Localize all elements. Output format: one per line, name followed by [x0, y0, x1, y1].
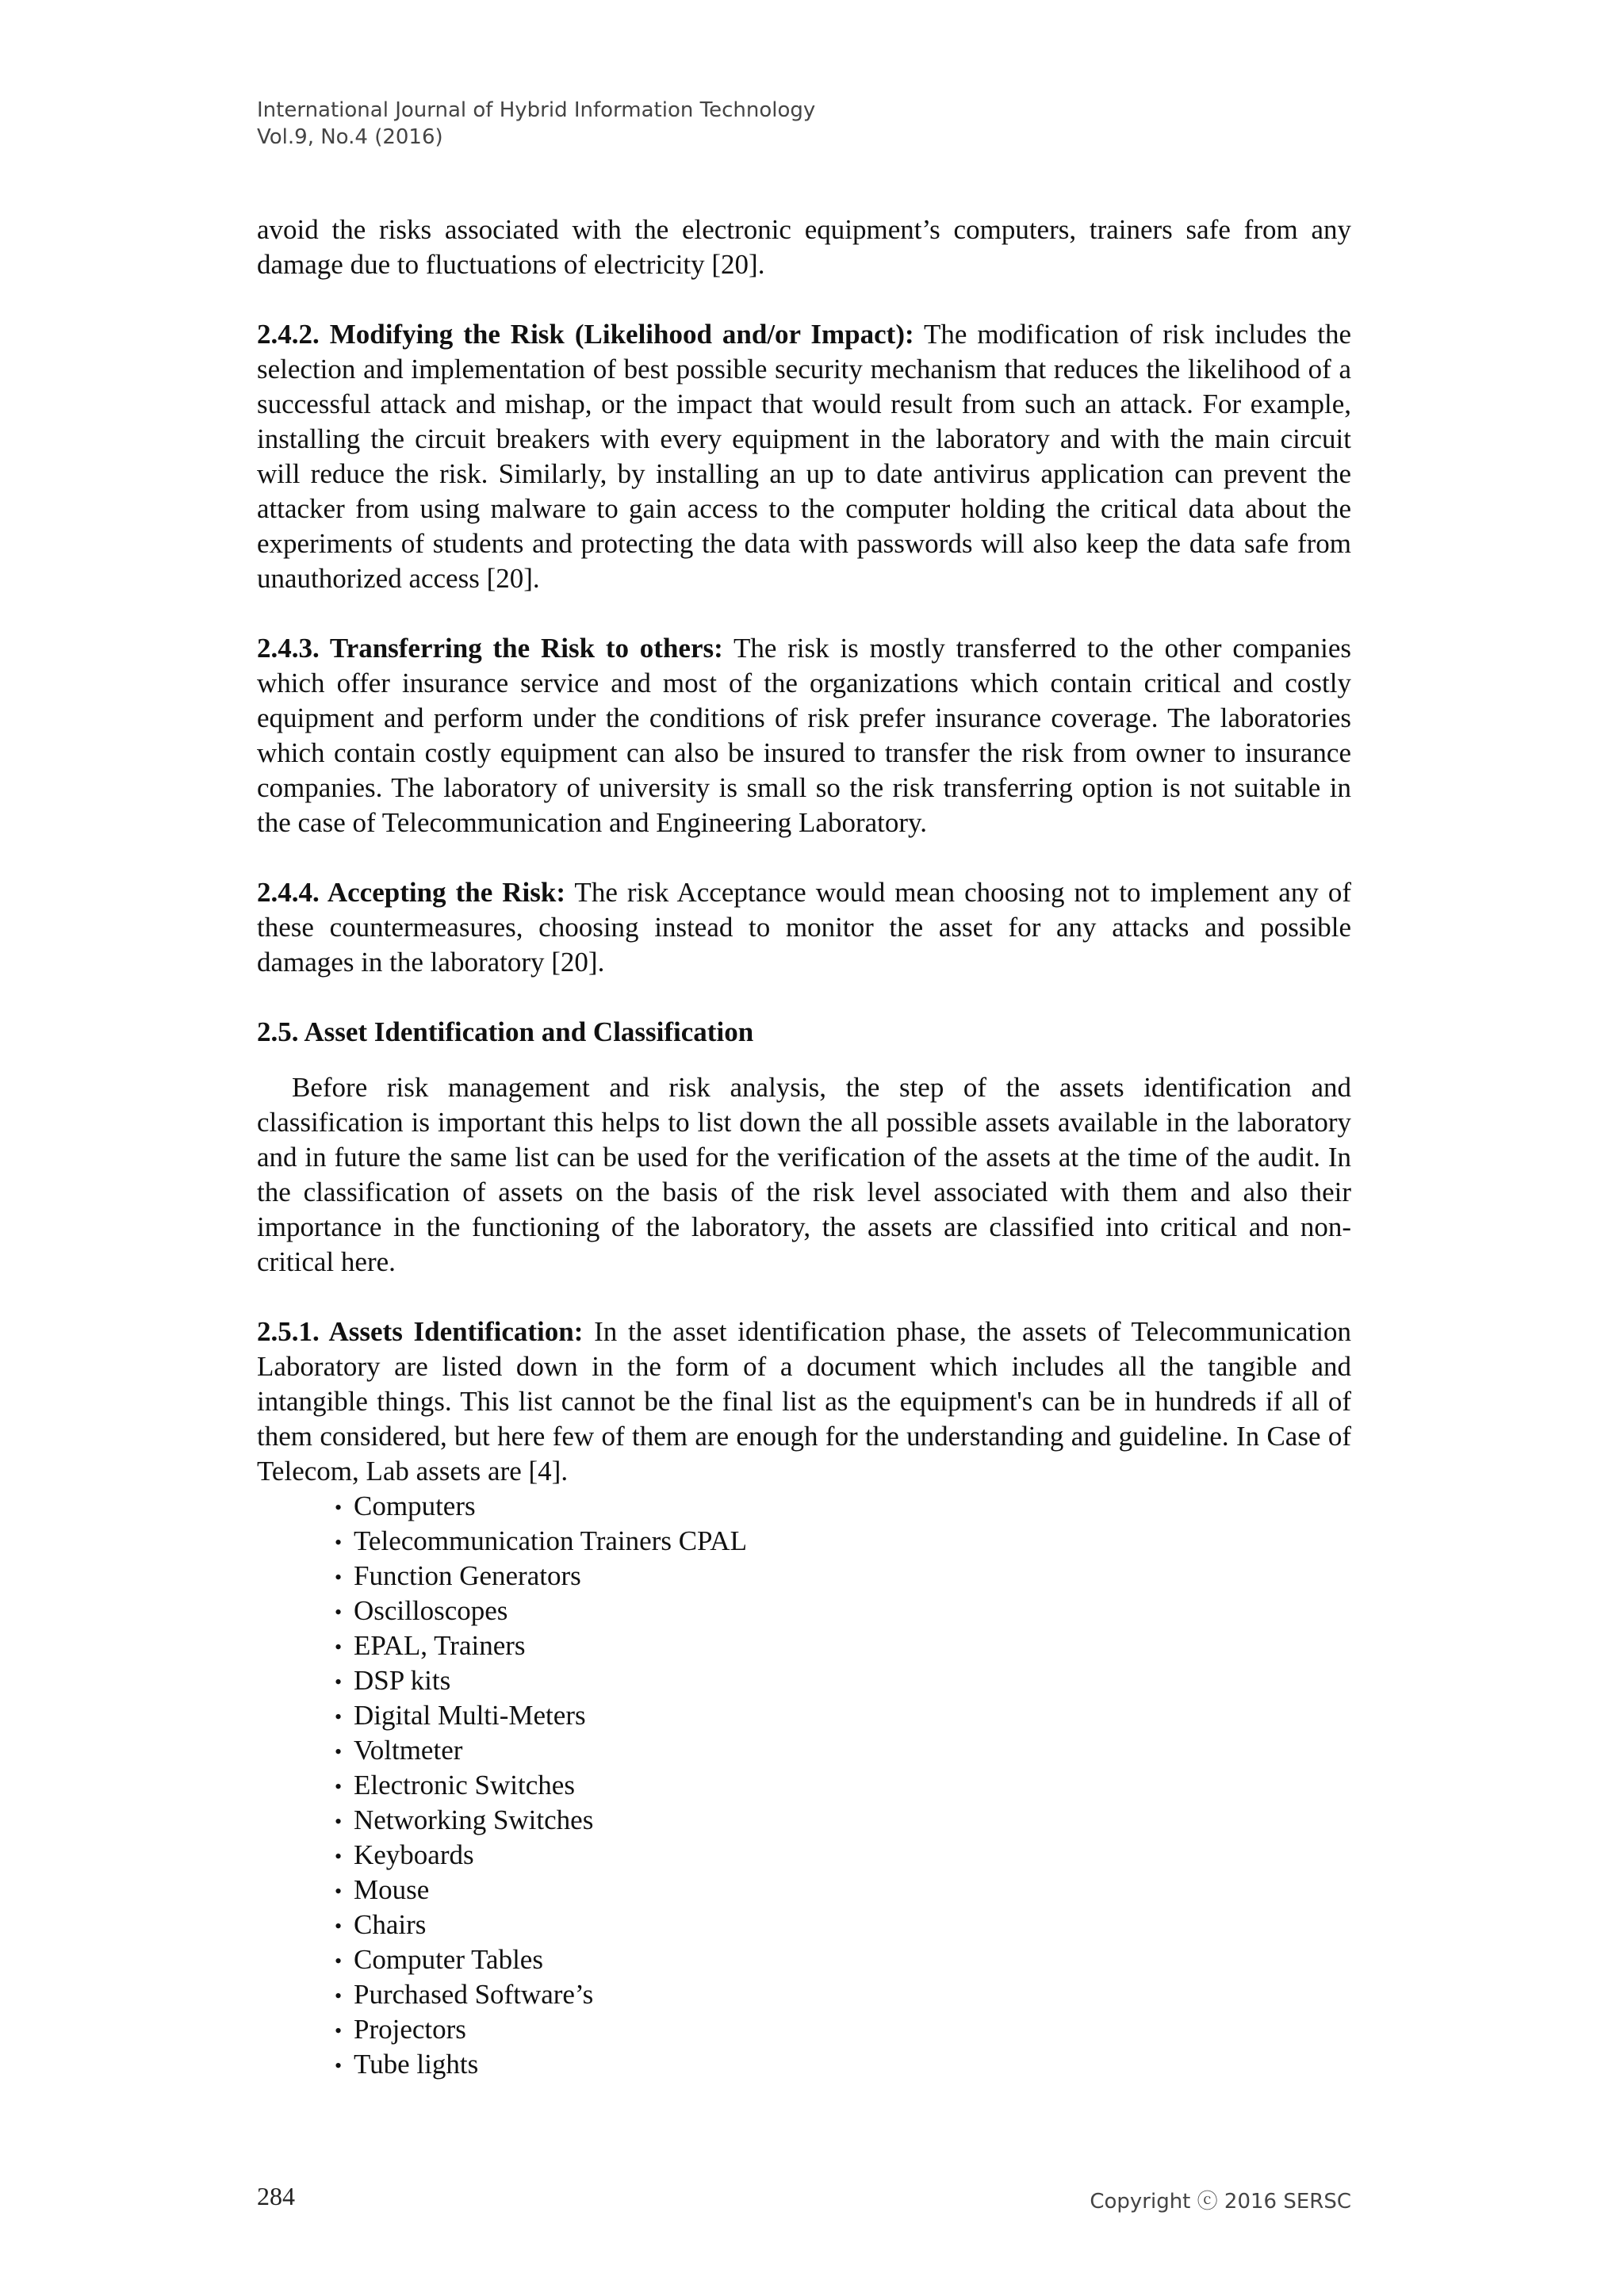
section-2-4-3-title: 2.4.3. Transferring the Risk to others: — [257, 633, 723, 664]
section-2-5-paragraph: Before risk management and risk analysis, the step of the assets identification and classification is important this helps to list down the all possible assets available in the laboratory and in future the same list can be used for the verification of the assets at the time of the audit. In the classification of assets on the basis of the risk level associated with them and also their importance in the functioning of the laboratory, the assets are classified into critical and non-critical here. — [257, 1072, 1351, 1277]
list-item: • Telecommunication Trainers CPAL — [335, 1524, 1351, 1559]
section-2-5-1 — [257, 1314, 1351, 1489]
list-item: • Keyboards — [335, 1838, 1351, 1873]
copyright-notice: Copyright ⓒ 2016 SERSC — [1090, 2190, 1351, 2214]
list-item: • Chairs — [335, 1908, 1351, 1942]
journal-title: International Journal of Hybrid Information Technology — [257, 98, 816, 122]
section-2-4-3 — [257, 631, 1351, 840]
list-item: • Function Generators — [335, 1559, 1351, 1594]
intro-paragraph: avoid the risks associated with the electronic equipment’s computers, trainers safe from any damage due to fluctuations of electricity [20]. — [257, 214, 1351, 280]
list-item: • Projectors — [335, 2012, 1351, 2047]
section-2-5-1-title: 2.5.1. Assets Identification: — [257, 1316, 584, 1347]
list-item: • EPAL, Trainers — [335, 1628, 1351, 1663]
list-item: • Oscilloscopes — [335, 1594, 1351, 1628]
section-2-5-1-text: In the asset identification phase, the assets of Telecommunication Laboratory are listed down in the form of a document which includes all the tangible and intangible things. This list cannot be the final list as the equipment's can be in hundreds if all of them considered, but here few of them are enough for the understanding and guideline. In Case of Telecom, Lab assets are [4]. — [257, 1316, 1351, 1487]
asset-list — [257, 1489, 1351, 2082]
section-2-4-4-text: The risk Acceptance would mean choosing not to implement any of these countermeasures, choosing instead to monitor the asset for any attacks and possible damages in the laboratory [20]. — [257, 877, 1352, 978]
list-item: • Computer Tables — [335, 1942, 1351, 1977]
section-2-4-4 — [257, 875, 1351, 980]
page-number: 284 — [257, 2182, 295, 2210]
list-item: • DSP kits — [335, 1663, 1351, 1698]
list-item: • Voltmeter — [335, 1733, 1351, 1768]
list-item: • Tube lights — [335, 2047, 1351, 2082]
list-item: • Purchased Software’s — [335, 1977, 1351, 2012]
section-2-4-3-text: The risk is mostly transferred to the other companies which offer insurance service and most of the organizations which contain critical and costly equipment and perform under the conditions of risk prefer insurance coverage. The laboratories which contain costly equipment can also be insured to transfer the risk from owner to insurance companies. The laboratory of university is small so the risk transferring option is not suitable in the case of Telecommunication and Engineering Laboratory. — [257, 633, 1352, 838]
list-item: • Computers — [335, 1489, 1351, 1524]
section-2-4-2 — [257, 317, 1351, 596]
section-2-4-4-title: 2.4.4. Accepting the Risk: — [257, 877, 566, 908]
list-item: • Electronic Switches — [335, 1768, 1351, 1803]
list-item: • Mouse — [335, 1873, 1351, 1908]
journal-volume: Vol.9, No.4 (2016) — [257, 125, 443, 149]
section-2-4-2-title: 2.4.2. Modifying the Risk (Likelihood and/or Impact): — [257, 319, 914, 350]
section-2-5-heading: 2.5. Asset Identification and Classification — [257, 1016, 754, 1047]
list-item: • Digital Multi-Meters — [335, 1698, 1351, 1733]
section-2-4-2-text: The modification of risk includes the selection and implementation of best possible security mechanism that reduces the likelihood of a successful attack and mishap, or the impact that would result from such an attack. For example, installing the circuit breakers with every equipment in the laboratory and with the main circuit will reduce the risk. Similarly, by installing an up to date antivirus application can prevent the attacker from using malware to gain access to the computer holding the critical data about the experiments of students and protecting the data with passwords will also keep the data safe from unauthorized access [20]. — [257, 319, 1351, 594]
list-item: • Networking Switches — [335, 1803, 1351, 1838]
running-header — [257, 97, 815, 151]
article-body — [257, 212, 1351, 2082]
